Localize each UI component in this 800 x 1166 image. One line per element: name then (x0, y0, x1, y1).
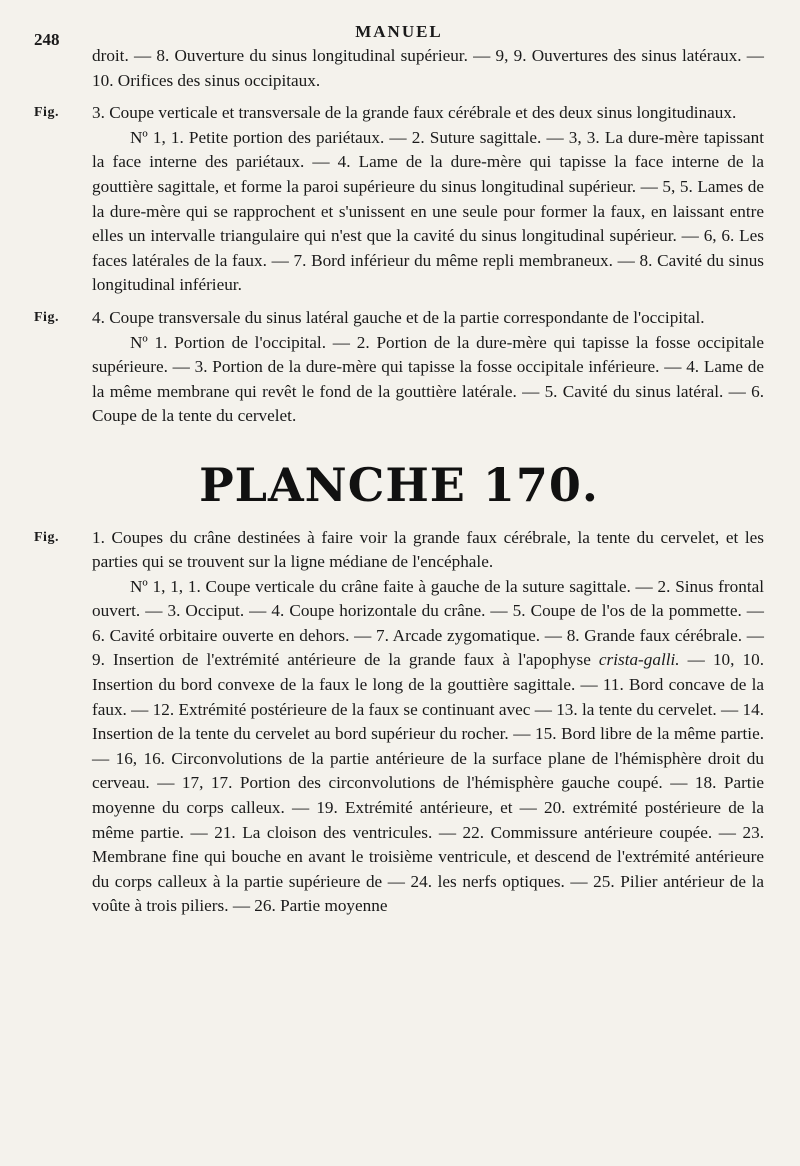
page-header (34, 0, 764, 49)
figure-4-caption: 4. Coupe transversale du sinus latéral gauche et de la partie correspondante de l'occipital. (92, 307, 705, 327)
figure-1-caption: 1. Coupes du crâne destinées à faire voir la grande faux cérébrale, la tente du cervelet, et les parties qui se trouvent sur la ligne médiane de l'encéphale. (92, 527, 764, 572)
figure-3-caption: 3. Coupe verticale et transversale de la grande faux cérébrale et des deux sinus longitudinaux. (92, 103, 737, 123)
figure-4-content (92, 306, 764, 429)
continuation-paragraph: droit. — 8. Ouverture du sinus longitudinal supérieur. — 9, 9. Ouvertures des sinus latéraux. — 10. Orifices des sinus occipitaux. (92, 46, 764, 90)
figure-1-content (92, 526, 764, 920)
running-head: MANUEL (355, 22, 443, 41)
page-body (34, 44, 764, 919)
figure-3-details: Nº 1, 1. Petite portion des pariétaux. — 2. Suture sagittale. — 3, 3. La dure-mère tapissant la face interne des pariétaux. — 4. Lame de la dure-mère qui tapisse la face interne de la gouttière sagittale, et forme la paroi supérieure du sinus longitudinal supérieur. — 5, 5. Lames de la dure-mère qui se rapprochent et s'unissent en une seule pour former la faux, en laissant entre elles un intervalle triangulaire qui n'est que la cavité du sinus longitudinal supérieur. — 6, 6. Les faces latérales de la faux. — 7. Bord inférieur du même repli membraneux. — 8. Cavité du sinus longitudinal inférieur. (92, 127, 764, 295)
figure-4-details: Nº 1. Portion de l'occipital. — 2. Portion de la dure-mère qui tapisse la fosse occipitale supérieure. — 3. Portion de la dure-mère qui tapisse la fosse occipitale inférieure. — 4. Lame de la même membrane qui revêt le fond de la gouttière latérale. — 5. Cavité du sinus latéral. — 6. Coupe de la tente du cervelet. (92, 332, 764, 426)
figure-label: Fig. (34, 309, 59, 325)
plate-title: PLANCHE 170. (199, 457, 599, 512)
figure-label: Fig. (34, 105, 59, 121)
figure-3-content (92, 101, 764, 298)
figure-4-entry (34, 306, 764, 429)
figure-1-entry (34, 526, 764, 920)
figure-1-details (92, 575, 764, 919)
italic-term: crista-galli. (598, 650, 680, 670)
figure-label: Fig. (34, 529, 59, 545)
page-number: 248 (34, 30, 60, 49)
figure-3-entry (34, 101, 764, 298)
figure-1-details-part1: Nº 1, 1, 1. Coupe verticale du crâne faite à gauche de la suture sagittale. — 2. Sinus frontal ouvert. — 3. Occiput. — 4. Coupe horizontale du crâne. — 5. Coupe de l'os de la pommette. — 6. Cavité orbitaire ouverte en dehors. — 7. Arcade zygomatique. — 8. Grande faux cérébrale. — 9. Insertion de l'extrémité antérieure de la grande faux à l'apophyse (92, 576, 764, 670)
figure-1-details-part2: — 10, 10. Insertion du bord convexe de la faux le long de la gouttière sagittale. — 11. Bord concave de la faux. — 12. Extrémité postérieure de la faux se continuant avec — 13. la tente du cervelet. — 14. Insertion de la tente du cervelet au bord supérieur du rocher. — 15. Bord libre de la même partie. — 16, 16. Circonvolutions de la partie antérieure de la surface plane de l'hémisphère droit du cerveau. — 17, 17. Portion des circonvolutions de l'hémisphère gauche coupé. — 18. Partie moyenne du corps calleux. — 19. Extrémité antérieure, et — 20. extrémité postérieure de la même partie. — 21. La cloison des ventricules. — 22. Commissure antérieure coupée. — 23. Membrane fine qui bouche en avant le troisième ventricule, et descend de l'extrémité antérieure du corps calleux à la partie supérieure de — 24. les nerfs optiques. — 25. Pilier antérieur de la voûte à trois piliers. — 26. Partie moyenne (92, 650, 764, 916)
